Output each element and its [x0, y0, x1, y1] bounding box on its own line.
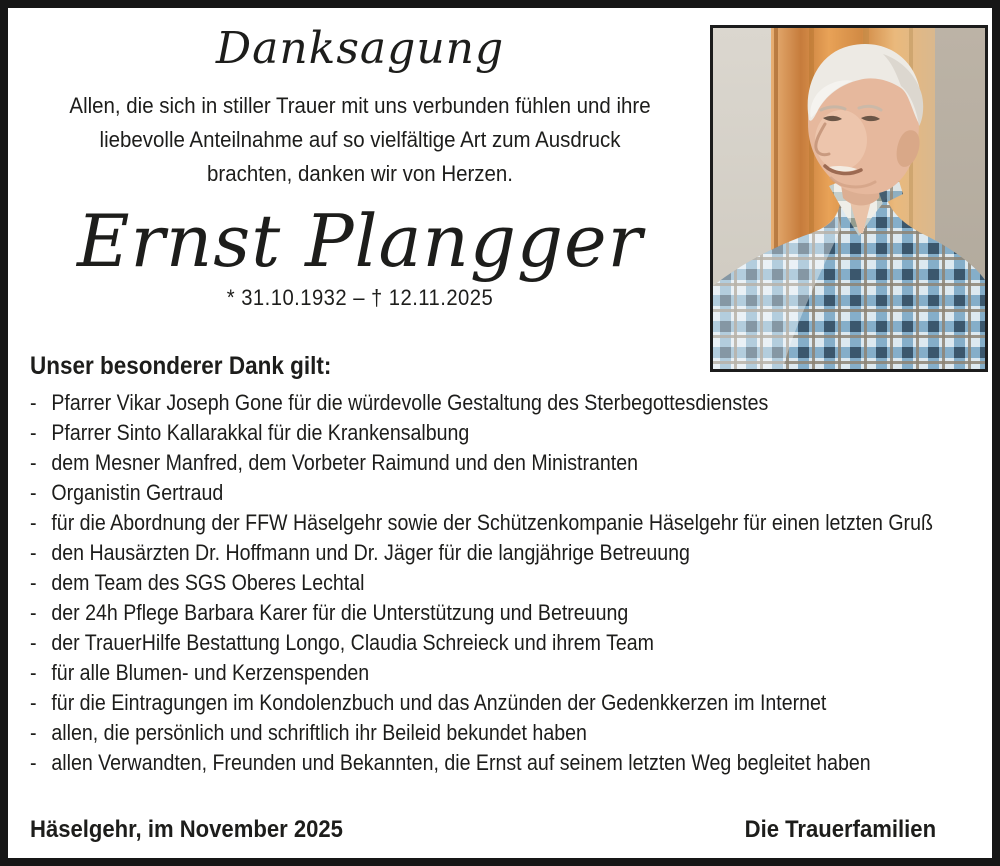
footer — [30, 816, 936, 844]
intro-line: brachten, danken wir von Herzen. — [207, 160, 513, 186]
bullet-dash: - — [30, 660, 37, 685]
list-item — [30, 508, 933, 538]
page-title: Danksagung — [215, 23, 505, 74]
list-item — [30, 568, 876, 598]
list-item-text: allen Verwandten, Freunden und Bekannten, die Ernst auf seinem letzten Weg begleitet haben — [51, 750, 871, 775]
bullet-dash: - — [30, 600, 37, 625]
thanks-list — [30, 388, 980, 778]
intro-paragraph — [30, 89, 690, 191]
list-item — [30, 598, 876, 628]
list-item-text: allen, die persönlich und schriftlich ihr Beileid bekundet haben — [51, 720, 587, 745]
footer-place-date: Häselgehr, im November 2025 — [30, 816, 343, 843]
list-item-text: dem Mesner Manfred, dem Vorbeter Raimund und den Ministranten — [51, 450, 638, 475]
life-dates: * 31.10.1932 – † 12.11.2025 — [226, 285, 494, 311]
bullet-dash: - — [30, 510, 37, 535]
bullet-dash: - — [30, 420, 37, 445]
list-item-text: der 24h Pflege Barbara Karer für die Unterstützung und Betreuung — [51, 600, 629, 625]
list-item-text: den Hausärzten Dr. Hoffmann und Dr. Jäger für die langjährige Betreuung — [51, 540, 690, 565]
list-item — [30, 748, 876, 778]
list-item — [30, 418, 876, 448]
bullet-dash: - — [30, 480, 37, 505]
list-item — [30, 658, 876, 688]
list-item — [30, 538, 876, 568]
bullet-dash: - — [30, 720, 37, 745]
intro-line: Allen, die sich in stiller Trauer mit uns verbunden fühlen und ihre — [69, 92, 651, 118]
list-item — [30, 388, 876, 418]
intro-line: liebevolle Anteilnahme auf so vielfältige Art zum Ausdruck — [99, 126, 621, 152]
bullet-dash: - — [30, 750, 37, 775]
bullet-dash: - — [30, 390, 37, 415]
list-item — [30, 718, 876, 748]
bullet-dash: - — [30, 570, 37, 595]
list-item — [30, 478, 876, 508]
list-item-text: der TrauerHilfe Bestattung Longo, Claudia Schreieck und ihrem Team — [51, 630, 654, 655]
list-item-text: Organistin Gertraud — [51, 480, 224, 505]
thanks-section — [30, 352, 980, 778]
deceased-name: Ernst Plangger — [76, 198, 644, 283]
portrait-photo-art — [713, 28, 985, 369]
list-item — [30, 688, 876, 718]
bullet-dash: - — [30, 450, 37, 475]
list-item-text: Pfarrer Vikar Joseph Gone für die würdevolle Gestaltung des Sterbegottesdienstes — [51, 390, 769, 415]
list-item-text: für die Abordnung der FFW Häselgehr sowie der Schützenkompanie Häselgehr für einen letzten Gruß — [51, 510, 933, 535]
list-item — [30, 628, 876, 658]
bullet-dash: - — [30, 630, 37, 655]
list-item — [30, 448, 876, 478]
list-item-text: für alle Blumen- und Kerzenspenden — [51, 660, 370, 685]
list-item-text: Pfarrer Sinto Kallarakkal für die Krankensalbung — [51, 420, 470, 445]
list-item-text: dem Team des SGS Oberes Lechtal — [51, 570, 365, 595]
portrait-photo — [710, 25, 988, 372]
header-block — [30, 18, 690, 311]
bullet-dash: - — [30, 690, 37, 715]
footer-families: Die Trauerfamilien — [744, 816, 936, 843]
list-item-text: für die Eintragungen im Kondolenzbuch und das Anzünden der Gedenkkerzen im Internet — [51, 690, 827, 715]
thanks-heading: Unser besonderer Dank gilt: — [30, 352, 332, 380]
bullet-dash: - — [30, 540, 37, 565]
